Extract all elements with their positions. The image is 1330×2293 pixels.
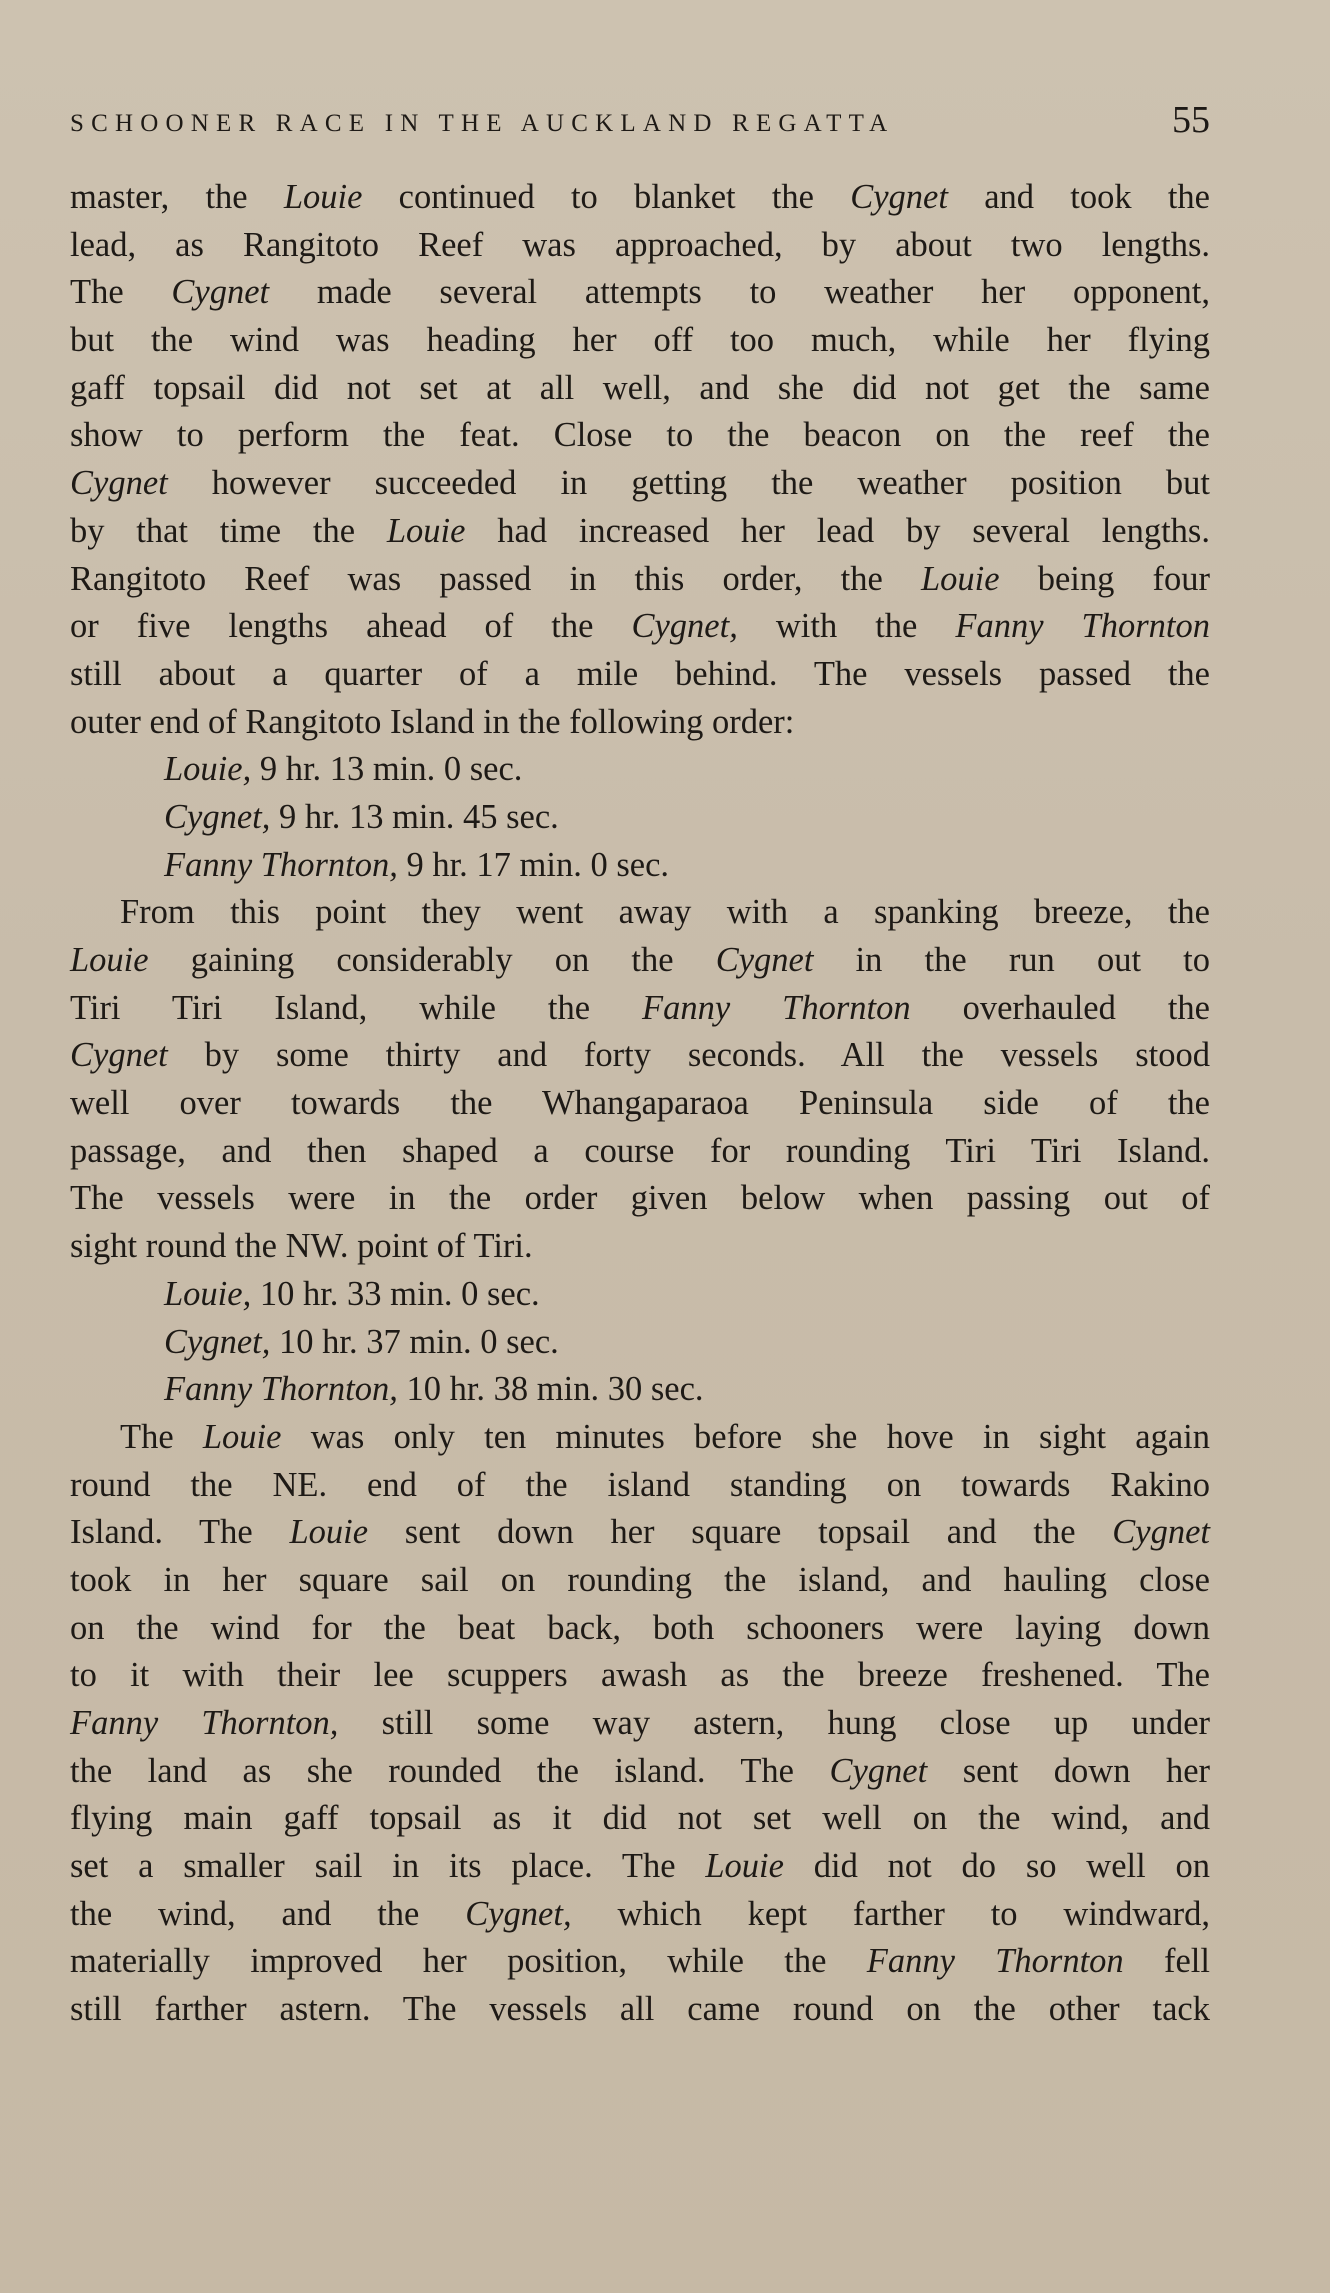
italic-vessel-name: Fanny Thornton bbox=[642, 988, 911, 1027]
text-line bbox=[70, 365, 1210, 413]
text-segment: Island. The bbox=[70, 1513, 290, 1552]
italic-vessel-name: Louie bbox=[289, 1513, 369, 1552]
italic-vessel-name: Fanny Thornton bbox=[955, 607, 1210, 646]
text-segment: the wind, and the bbox=[70, 1894, 466, 1933]
italic-vessel-name: Cygnet, bbox=[631, 607, 738, 646]
text-segment: sight round the NW. point of Tiri. bbox=[70, 1227, 533, 1266]
text-line bbox=[70, 508, 1210, 556]
text-line bbox=[70, 1938, 1210, 1986]
italic-vessel-name: Fanny Thornton, bbox=[164, 845, 398, 884]
text-line bbox=[70, 1223, 1210, 1271]
running-title: SCHOONER RACE IN THE AUCKLAND REGATTA bbox=[70, 110, 895, 137]
text-segment: by that time the bbox=[70, 511, 387, 550]
italic-vessel-name: Cygnet, bbox=[465, 1894, 572, 1933]
italic-vessel-name: Cygnet bbox=[1112, 1513, 1210, 1552]
text-segment: did not do so well on bbox=[783, 1847, 1211, 1886]
text-segment: The bbox=[70, 273, 172, 312]
text-segment: 9 hr. 17 min. 0 sec. bbox=[397, 845, 670, 884]
text-segment: materially improved her position, while the bbox=[70, 1942, 867, 1981]
text-segment: The vessels were in the order given below when passing out of bbox=[70, 1179, 1210, 1218]
text-line bbox=[70, 317, 1210, 365]
timing-entry-line bbox=[70, 1271, 1210, 1319]
italic-vessel-name: Cygnet bbox=[829, 1751, 928, 1790]
text-line bbox=[70, 269, 1210, 317]
text-segment: Rangitoto Reef was passed in this order, the bbox=[70, 559, 921, 598]
text-segment: well over towards the Whangaparaoa Peninsula side of the bbox=[70, 1084, 1210, 1123]
timing-entry-line bbox=[70, 746, 1210, 794]
text-segment: had increased her lead by several lengths. bbox=[465, 511, 1210, 550]
italic-vessel-name: Cygnet bbox=[171, 273, 270, 312]
text-segment: Tiri Tiri Island, while the bbox=[70, 988, 643, 1027]
text-line bbox=[70, 985, 1210, 1033]
italic-vessel-name: Louie bbox=[386, 511, 466, 550]
text-segment: master, the bbox=[70, 178, 284, 216]
text-segment: 9 hr. 13 min. 45 sec. bbox=[270, 797, 559, 836]
italic-vessel-name: Fanny Thornton bbox=[866, 1942, 1124, 1981]
text-line bbox=[70, 1414, 1210, 1462]
timing-entry-line bbox=[70, 842, 1210, 890]
italic-vessel-name: Louie bbox=[705, 1847, 784, 1886]
timing-entry-line bbox=[70, 1319, 1210, 1367]
italic-vessel-name: Louie bbox=[70, 941, 149, 979]
text-segment: however succeeded in getting the weather position but bbox=[167, 464, 1210, 503]
text-segment: in the run out to bbox=[813, 941, 1210, 979]
text-line bbox=[70, 1986, 1210, 2034]
text-segment: 10 hr. 33 min. 0 sec. bbox=[251, 1274, 540, 1313]
text-segment: on the wind for the beat back, both schooners were laying down bbox=[70, 1608, 1210, 1647]
italic-vessel-name: Fanny Thornton, bbox=[164, 1370, 398, 1409]
text-segment: sent down her square topsail and the bbox=[368, 1513, 1113, 1552]
text-segment: with the bbox=[737, 607, 956, 646]
italic-vessel-name: Fanny Thornton, bbox=[70, 1704, 339, 1742]
text-segment: was only ten minutes before she hove in sight again bbox=[281, 1417, 1210, 1456]
text-line bbox=[70, 889, 1210, 937]
italic-vessel-name: Cygnet bbox=[70, 464, 168, 503]
text-segment: the land as she rounded the island. The bbox=[70, 1751, 830, 1790]
text-line bbox=[70, 1032, 1210, 1080]
text-segment: From this point they went away with a spanking breeze, the bbox=[120, 893, 1210, 932]
text-segment: to it with their lee scuppers awash as the breeze freshened. The bbox=[70, 1656, 1210, 1695]
text-segment: still farther astern. The vessels all came round on the other tack bbox=[70, 1990, 1210, 2029]
text-line bbox=[70, 1748, 1210, 1796]
text-line bbox=[70, 1605, 1210, 1653]
text-segment: round the NE. end of the island standing on towards Rakino bbox=[70, 1465, 1210, 1504]
text-segment: gaff topsail did not set at all well, and she did not get the same bbox=[70, 368, 1210, 407]
running-head bbox=[70, 98, 1210, 148]
text-line bbox=[70, 603, 1210, 651]
text-line bbox=[70, 460, 1210, 508]
text-line bbox=[70, 412, 1210, 460]
text-segment: 9 hr. 13 min. 0 sec. bbox=[251, 750, 523, 789]
text-segment: 10 hr. 37 min. 0 sec. bbox=[270, 1322, 559, 1361]
page-number: 55 bbox=[1172, 99, 1210, 141]
text-segment: sent down her bbox=[927, 1751, 1210, 1790]
text-segment: overhauled the bbox=[910, 988, 1210, 1027]
text-segment: show to perform the feat. Close to the beacon on the reef the bbox=[70, 416, 1210, 455]
text-line bbox=[70, 1557, 1210, 1605]
text-segment: still some way astern, hung close up under bbox=[338, 1704, 1210, 1742]
text-line bbox=[70, 937, 1210, 985]
text-segment: passage, and then shaped a course for rounding Tiri Tiri Island. bbox=[70, 1131, 1210, 1170]
italic-vessel-name: Cygnet bbox=[70, 1036, 168, 1075]
text-line bbox=[70, 1128, 1210, 1176]
text-segment: but the wind was heading her off too much, while her flying bbox=[70, 321, 1210, 360]
text-line bbox=[70, 1462, 1210, 1510]
text-line bbox=[70, 1652, 1210, 1700]
text-line bbox=[70, 222, 1210, 270]
body-text bbox=[70, 174, 1210, 2034]
text-segment: flying main gaff topsail as it did not set well on the wind, and bbox=[70, 1799, 1210, 1838]
text-line bbox=[70, 651, 1210, 699]
text-line bbox=[70, 1175, 1210, 1223]
italic-vessel-name: Cygnet bbox=[715, 941, 814, 979]
text-segment: which kept farther to windward, bbox=[571, 1894, 1210, 1933]
text-segment: 10 hr. 38 min. 30 sec. bbox=[397, 1370, 704, 1409]
text-segment: made several attempts to weather her opponent, bbox=[269, 273, 1210, 312]
timing-entry-line bbox=[70, 1366, 1210, 1414]
text-segment: set a smaller sail in its place. The bbox=[70, 1847, 706, 1886]
text-segment: still about a quarter of a mile behind. The vessels passed the bbox=[70, 654, 1210, 693]
text-line bbox=[70, 1795, 1210, 1843]
italic-vessel-name: Louie, bbox=[164, 1274, 252, 1313]
italic-vessel-name: Cygnet, bbox=[164, 797, 271, 836]
italic-vessel-name: Louie, bbox=[164, 750, 252, 789]
timing-entry-line bbox=[70, 794, 1210, 842]
text-segment: continued to blanket the bbox=[362, 178, 851, 216]
text-line bbox=[70, 1509, 1210, 1557]
text-line bbox=[70, 556, 1210, 604]
text-segment: being four bbox=[999, 559, 1210, 598]
text-line bbox=[70, 1700, 1210, 1748]
italic-vessel-name: Louie bbox=[920, 559, 1000, 598]
text-line bbox=[70, 1843, 1210, 1891]
text-line bbox=[70, 699, 1210, 747]
text-segment: lead, as Rangitoto Reef was approached, by about two lengths. bbox=[70, 225, 1210, 264]
text-line bbox=[70, 1080, 1210, 1128]
italic-vessel-name: Louie bbox=[283, 178, 363, 216]
italic-vessel-name: Cygnet bbox=[850, 178, 948, 216]
text-line bbox=[70, 174, 1210, 222]
text-segment: and took the bbox=[947, 178, 1210, 216]
text-segment: or five lengths ahead of the bbox=[70, 607, 632, 646]
text-segment: outer end of Rangitoto Island in the following order: bbox=[70, 702, 795, 741]
text-segment: fell bbox=[1123, 1942, 1210, 1981]
text-segment: The bbox=[120, 1417, 203, 1456]
italic-vessel-name: Louie bbox=[202, 1417, 282, 1456]
text-segment: by some thirty and forty seconds. All the vessels stood bbox=[167, 1036, 1210, 1075]
text-segment: gaining considerably on the bbox=[148, 941, 716, 979]
text-line bbox=[70, 1891, 1210, 1939]
text-segment: took in her square sail on rounding the island, and hauling close bbox=[70, 1560, 1210, 1599]
italic-vessel-name: Cygnet, bbox=[164, 1322, 271, 1361]
